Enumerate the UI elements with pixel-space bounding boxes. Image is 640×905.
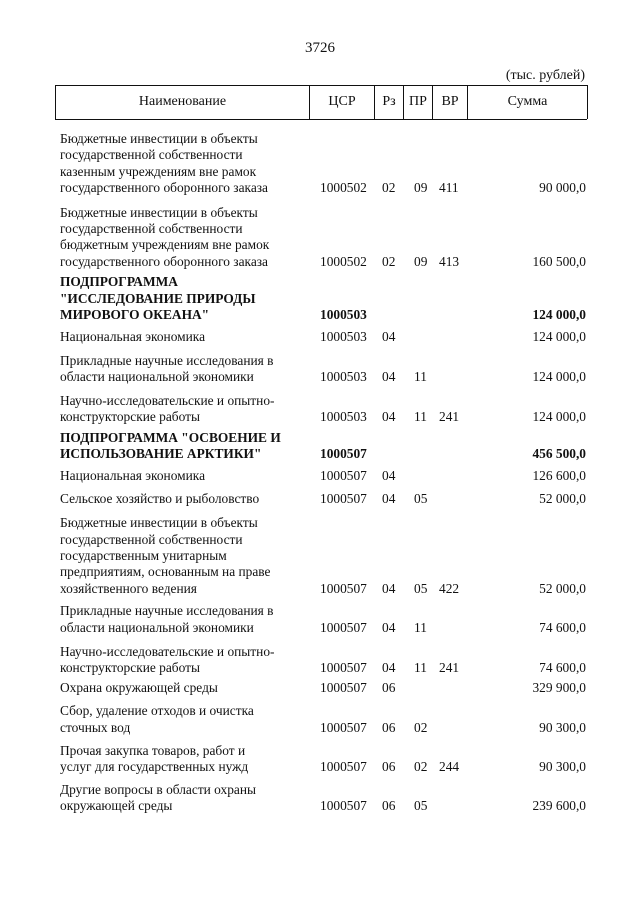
table-row — [0, 430, 640, 463]
row-csr: 1000503 — [320, 369, 367, 385]
row-pr: 11 — [414, 369, 427, 385]
row-sum: 52 000,0 — [539, 580, 586, 596]
row-vr: 241 — [439, 660, 460, 676]
row-vr: 241 — [439, 409, 460, 425]
row-sum: 90 300,0 — [539, 719, 586, 735]
table-row — [0, 274, 640, 323]
row-name-line: сточных вод — [60, 719, 131, 735]
row-rz: 02 — [382, 180, 396, 196]
row-sum: 456 500,0 — [532, 445, 586, 461]
row-name-line: конструкторские работы — [60, 409, 200, 425]
row-rz: 04 — [382, 409, 396, 425]
row-pr: 11 — [414, 409, 427, 425]
row-csr: 1000507 — [320, 759, 367, 775]
row-vr: 411 — [439, 180, 459, 196]
header-sum: Сумма — [507, 94, 548, 109]
row-rz: 02 — [382, 253, 396, 269]
row-vr: 244 — [439, 759, 460, 775]
row-name-line: ПОДПРОГРАММА "ОСВОЕНИЕ И — [60, 429, 281, 445]
row-csr: 1000507 — [320, 679, 367, 695]
row-sum: 74 600,0 — [539, 660, 586, 676]
row-csr: 1000507 — [320, 798, 367, 814]
row-pr: 11 — [414, 619, 427, 635]
header-csr: ЦСР — [328, 94, 356, 109]
row-pr: 09 — [414, 253, 428, 269]
row-rz: 04 — [382, 580, 396, 596]
row-name-line: бюджетным учреждениям вне рамок — [60, 237, 270, 253]
row-rz: 04 — [382, 619, 396, 635]
row-name — [60, 515, 303, 597]
row-name-line: казенным учреждениям вне рамок — [60, 163, 257, 179]
row-name-line: Прикладные научные исследования в — [60, 352, 274, 368]
header-pr: ПР — [409, 94, 427, 109]
row-name-line: МИРОВОГО ОКЕАНА" — [60, 307, 210, 323]
row-sum: 124 000,0 — [532, 369, 586, 385]
row-rz: 04 — [382, 660, 396, 676]
row-name-line: ИСПОЛЬЗОВАНИЕ АРКТИКИ" — [60, 445, 262, 461]
row-name — [60, 205, 303, 271]
table-row — [0, 329, 640, 345]
row-name-line: хозяйственного ведения — [60, 580, 197, 596]
row-name — [60, 491, 303, 507]
row-name-line: Прочая закупка товаров, работ и — [60, 743, 246, 758]
table-row — [0, 468, 640, 484]
table-row — [0, 743, 640, 776]
row-name-line: Другие вопросы в области охраны — [60, 781, 257, 797]
table-row — [0, 603, 640, 636]
row-rz: 06 — [382, 759, 396, 775]
row-sum: 74 600,0 — [539, 619, 586, 635]
row-pr: 02 — [414, 759, 428, 775]
row-sum: 329 900,0 — [532, 679, 586, 695]
row-vr: 413 — [439, 253, 460, 269]
row-name — [60, 782, 303, 815]
row-name-line: государственного оборонного заказа — [60, 253, 269, 269]
row-name — [60, 703, 303, 736]
units-note: (тыс. рублей) — [505, 68, 585, 83]
row-csr: 1000507 — [320, 580, 367, 596]
table-row — [0, 703, 640, 736]
row-name-line: Научно-исследовательские и опытно- — [60, 392, 275, 408]
row-name-line: Бюджетные инвестиции в объекты — [60, 131, 258, 146]
row-name — [60, 329, 303, 345]
row-name — [60, 274, 303, 323]
row-csr: 1000507 — [320, 719, 367, 735]
row-name-line: Охрана окружающей среды — [60, 679, 218, 695]
row-rz: 04 — [382, 369, 396, 385]
row-name — [60, 644, 303, 677]
row-name-line: области национальной экономики — [60, 369, 254, 385]
table-row — [0, 644, 640, 677]
row-name-line: Сбор, удаление отходов и очистка — [60, 703, 254, 719]
table-row — [0, 491, 640, 507]
row-name-line: области национальной экономики — [60, 619, 254, 635]
row-name-line: государственным унитарным — [60, 547, 227, 563]
row-sum: 239 600,0 — [532, 798, 586, 814]
row-name-line: Бюджетные инвестиции в объекты — [60, 204, 258, 220]
row-sum: 124 000,0 — [532, 307, 586, 323]
row-name-line: предприятиям, основанным на праве — [60, 564, 271, 580]
row-pr: 02 — [414, 719, 428, 735]
row-sum: 160 500,0 — [532, 253, 586, 269]
row-name-line: государственной собственности — [60, 147, 243, 163]
header-name: Наименование — [138, 94, 227, 109]
row-name-line: конструкторские работы — [60, 660, 200, 676]
header-bottom-rule — [55, 119, 587, 120]
row-csr: 1000502 — [320, 180, 367, 196]
header-divider — [587, 85, 588, 119]
row-rz: 04 — [382, 490, 396, 506]
row-pr: 05 — [414, 580, 428, 596]
row-pr: 09 — [414, 180, 428, 196]
row-name — [60, 393, 303, 426]
row-name — [60, 743, 303, 776]
row-rz: 06 — [382, 798, 396, 814]
row-sum: 52 000,0 — [539, 490, 586, 506]
row-name-line: государственной собственности — [60, 221, 243, 237]
table-row — [0, 680, 640, 696]
table-row — [0, 205, 640, 271]
row-pr: 05 — [414, 798, 428, 814]
row-name-line: государственной собственности — [60, 531, 243, 547]
row-pr: 11 — [414, 660, 427, 676]
row-name-line: Национальная экономика — [60, 468, 206, 484]
table-row — [0, 131, 640, 197]
table-row — [0, 782, 640, 815]
row-rz: 06 — [382, 679, 396, 695]
row-name-line: услуг для государственных нужд — [60, 759, 249, 775]
row-name-line: Бюджетные инвестиции в объекты — [60, 515, 258, 531]
row-csr: 1000507 — [320, 490, 367, 506]
table-row — [0, 353, 640, 386]
row-rz: 04 — [382, 468, 396, 484]
row-name-line: Прикладные научные исследования в — [60, 603, 274, 619]
row-name — [60, 430, 303, 463]
row-name-line: Научно-исследовательские и опытно- — [60, 643, 275, 659]
row-name — [60, 603, 303, 636]
row-sum: 124 000,0 — [532, 409, 586, 425]
row-name-line: ПОДПРОГРАММА — [60, 274, 178, 290]
table-body — [0, 125, 640, 815]
row-csr: 1000503 — [320, 307, 367, 323]
row-csr: 1000503 — [320, 329, 367, 345]
row-name-line: окружающей среды — [60, 798, 173, 814]
row-rz: 06 — [382, 719, 396, 735]
row-vr: 422 — [439, 580, 460, 596]
row-name-line: "ИССЛЕДОВАНИЕ ПРИРОДЫ — [60, 290, 256, 306]
table-row — [0, 515, 640, 597]
page-number: 3726 — [305, 40, 335, 56]
row-pr: 05 — [414, 490, 428, 506]
row-csr: 1000507 — [320, 468, 367, 484]
row-rz: 04 — [382, 329, 396, 345]
row-csr: 1000503 — [320, 409, 367, 425]
row-name-line: Сельское хозяйство и рыболовство — [60, 490, 260, 506]
row-name — [60, 353, 303, 386]
header-rz: Рз — [382, 94, 396, 109]
row-name-line: государственного оборонного заказа — [60, 180, 269, 196]
row-csr: 1000507 — [320, 619, 367, 635]
row-csr: 1000502 — [320, 253, 367, 269]
table-row — [0, 393, 640, 426]
row-sum: 90 300,0 — [539, 759, 586, 775]
row-sum: 126 600,0 — [532, 468, 586, 484]
row-sum: 90 000,0 — [539, 180, 586, 196]
header-vr: ВР — [441, 94, 459, 109]
row-csr: 1000507 — [320, 660, 367, 676]
row-name — [60, 680, 303, 696]
row-name — [60, 131, 303, 197]
row-sum: 124 000,0 — [532, 329, 586, 345]
row-csr: 1000507 — [320, 445, 367, 461]
row-name-line: Национальная экономика — [60, 329, 206, 345]
row-name — [60, 468, 303, 484]
